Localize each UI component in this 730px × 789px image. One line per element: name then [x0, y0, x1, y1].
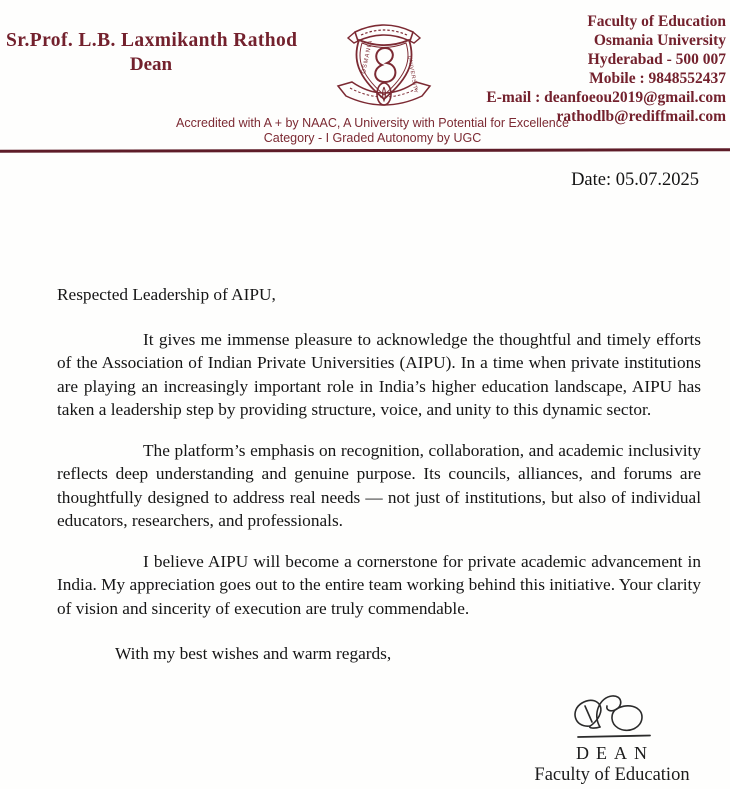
svg-text:UNIVERSITY: UNIVERSITY	[406, 55, 419, 95]
accreditation-line-1: Accredited with A + by NAAC, A University with Potential for Excellence	[176, 116, 569, 130]
contact-address: Hyderabad - 500 007	[587, 51, 726, 68]
letterhead-divider	[0, 148, 730, 153]
letter-body	[57, 283, 701, 666]
sender-name: Sr.Prof. L.B. Laxmikanth Rathod	[6, 30, 298, 51]
paragraph-2: The platform’s emphasis on recognition, collaboration, and academic inclusivity reflects deep understanding and genuine purpose. Its councils, alliances, and forums are thoughtfully designed to address real needs — not just of institutions, but also of individual educators, researchers, and professionals.	[57, 440, 701, 530]
contact-university: Osmania University	[593, 32, 726, 49]
svg-text:OSMANIA: OSMANIA	[361, 39, 375, 75]
paragraph-1: It gives me immense pleasure to acknowledge the thoughtful and timely efforts of the Association of Indian Private Universities (AIPU). In a time when private institutions are playing an increasingly important role in India’s higher education landscape, AIPU has taken a leadership step by providing structure, voice, and unity to this dynamic sector.	[57, 329, 701, 419]
contact-email-secondary: rathodlb@rediffmail.com	[556, 108, 726, 125]
accreditation-note	[0, 116, 730, 146]
signatory-department: Faculty of Education	[534, 765, 690, 785]
contact-email-primary: E-mail : deanfoeou2019@gmail.com	[486, 89, 726, 106]
signatory-designation: DEAN	[576, 743, 654, 763]
university-emblem-icon	[328, 12, 440, 116]
signature-block	[512, 684, 712, 786]
contact-faculty: Faculty of Education	[587, 13, 726, 30]
accreditation-line-2: Category - I Graded Autonomy by UGC	[263, 131, 482, 145]
letterhead-sender-block	[6, 30, 296, 76]
letter-date: Date: 05.07.2025	[571, 170, 699, 190]
salutation: Respected Leadership of AIPU,	[57, 285, 276, 304]
closing-line: With my best wishes and warm regards,	[115, 644, 392, 663]
contact-mobile: Mobile : 9848552437	[589, 70, 726, 87]
sender-title: Dean	[129, 54, 173, 75]
handwritten-signature-icon	[552, 684, 672, 742]
letterhead-contact-block	[436, 12, 726, 126]
paragraph-3: I believe AIPU will become a cornerstone for private academic advancement in India. My appreciation goes out to the entire team working behind this initiative. Your clarity of vision and sincerity of execution are truly commendable.	[57, 551, 701, 618]
